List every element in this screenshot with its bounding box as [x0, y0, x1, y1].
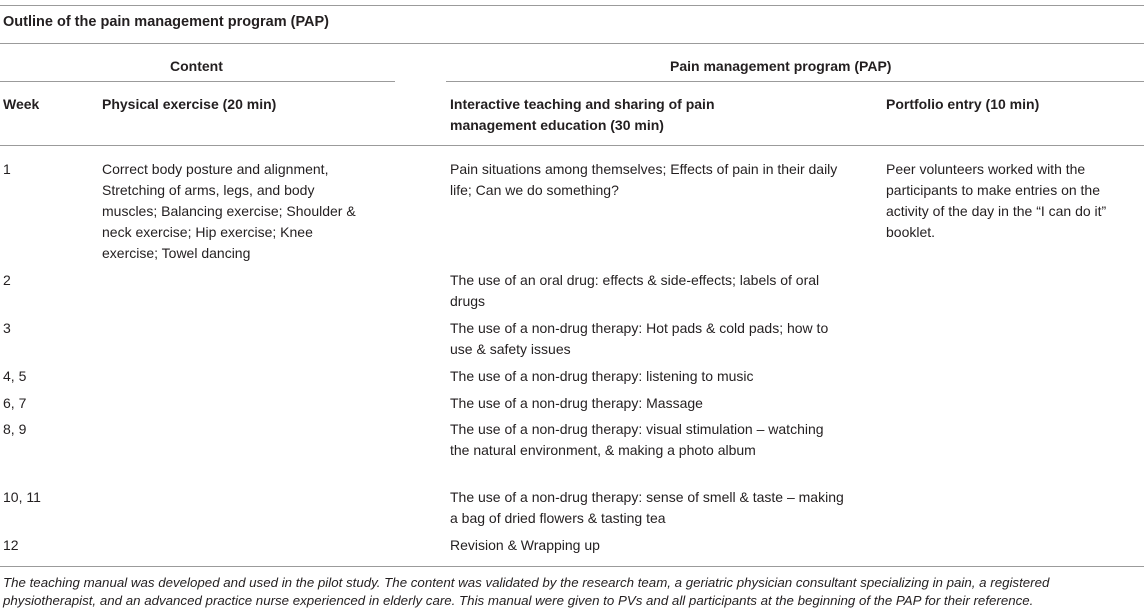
table-bottom-rule — [0, 566, 1144, 567]
header-rule — [0, 145, 1144, 146]
pap-group-rule — [446, 81, 1144, 82]
group-header-pap: Pain management program (PAP) — [670, 58, 892, 74]
row-4-week: 4, 5 — [3, 368, 27, 384]
row-7-week: 10, 11 — [3, 489, 41, 505]
row-6-week: 8, 9 — [3, 421, 27, 437]
table-top-rule — [0, 5, 1144, 6]
column-header-teaching: Interactive teaching and sharing of pain management education (30 min) — [450, 96, 715, 133]
table-footnote: The teaching manual was developed and used in the pilot study. The content was validated by the research team, a geriatric physician consultant specializing in pain, a registered physiotherapist, and an advanced practice nurse experienced in elderly care. This manual were given to PVs and all participants at the beginning of the PAP for their reference. — [3, 575, 1050, 608]
row-8-teaching: Revision & Wrapping up — [450, 537, 600, 553]
row-6-teaching: The use of a non-drug therapy: visual stimulation – watching the natural environment, & making a photo album — [450, 421, 824, 458]
column-header-week: Week — [3, 96, 40, 112]
row-7-teaching: The use of a non-drug therapy: sense of smell & taste – making a bag of dried flowers & tasting tea — [450, 489, 844, 526]
column-header-exercise: Physical exercise (20 min) — [102, 96, 277, 112]
row-8-week: 12 — [3, 537, 19, 553]
row-2-week: 2 — [3, 272, 11, 288]
row-1-teaching: Pain situations among themselves; Effects of pain in their daily life; Can we do something? — [450, 161, 838, 198]
row-1-portfolio: Peer volunteers worked with the participants to make entries on the activity of the day in the “I can do it” booklet. — [886, 161, 1107, 240]
title-rule — [0, 43, 1144, 44]
row-3-week: 3 — [3, 320, 11, 336]
table-title: Outline of the pain management program (PAP) — [3, 14, 330, 30]
content-group-rule — [0, 81, 395, 82]
row-1-exercise: Correct body posture and alignment, Stretching of arms, legs, and body muscles; Balancing exercise; Shoulder & neck exercise; Hip exercise; Knee exercise; Towel dancing — [102, 161, 356, 261]
column-header-portfolio: Portfolio entry (10 min) — [886, 96, 1040, 112]
row-4-teaching: The use of a non-drug therapy: listening to music — [450, 368, 754, 384]
group-header-content: Content — [170, 58, 223, 74]
row-5-week: 6, 7 — [3, 395, 27, 411]
row-1-week: 1 — [3, 161, 11, 177]
row-3-teaching: The use of a non-drug therapy: Hot pads & cold pads; how to use & safety issues — [450, 320, 829, 357]
row-5-teaching: The use of a non-drug therapy: Massage — [450, 395, 703, 411]
row-2-teaching: The use of an oral drug: effects & side-effects; labels of oral drugs — [450, 272, 820, 309]
